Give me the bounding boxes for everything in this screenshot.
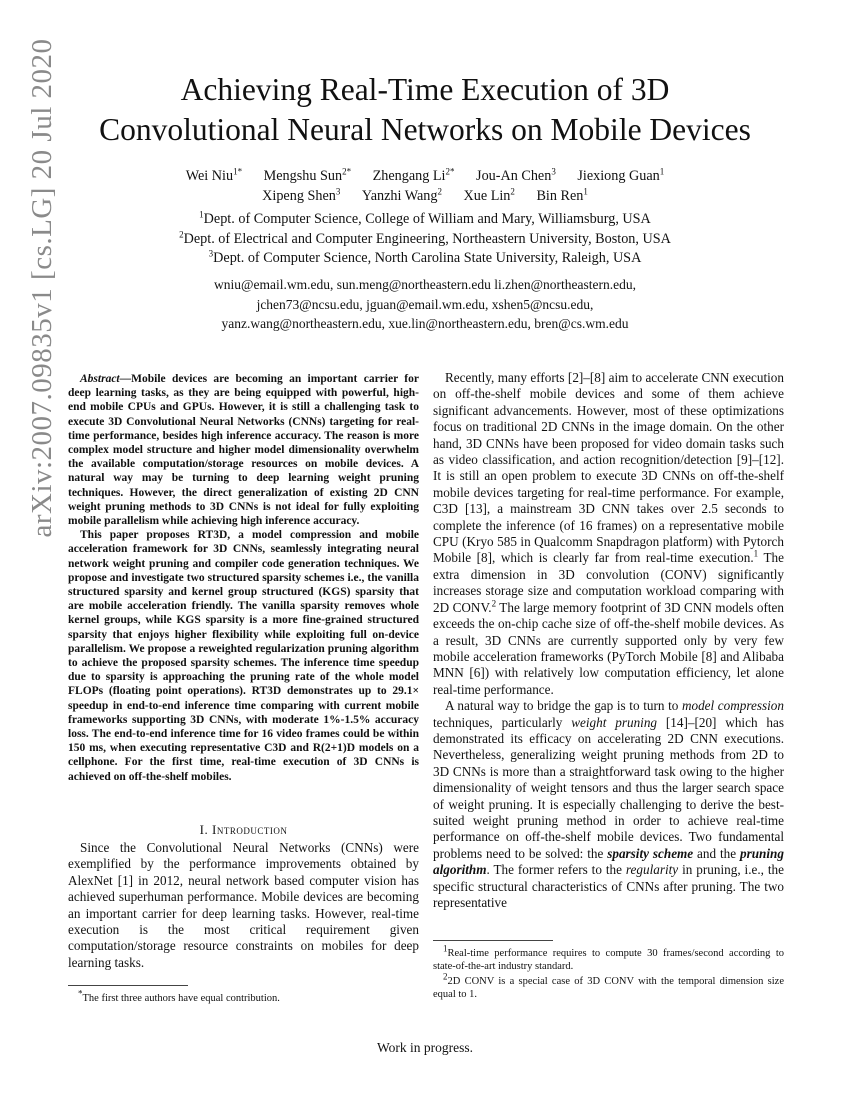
author-emails <box>60 275 790 334</box>
affiliation: $^2$Dept. of Electrical and Computer Engineering, Northeastern University, Boston, USA <box>179 228 671 247</box>
body-paragraph: Since the Convolutional Neural Networks (CNNs) were exemplified by the performance improvements obtained by AlexNet [1] in 2012, neural network based computer vision has achieved superhuman performance. Mobile devices are becoming an important carrier for deep learning tasks. However, real-time execution is the most critical requirement given computation/storage resource constraints on mobiles for deep learning tasks. <box>68 840 419 970</box>
section-heading-introduction: I. Introduction <box>199 822 288 837</box>
body-paragraph: Recently, many efforts [2]–[8] aim to accelerate CNN execution on off-the-shelf mobile devices and some of them achieve significant advancements. However, most of these optimizations focus on traditional 2D CNNs in the image domain. On the other hand, 3D CNNs have been proposed for video domain tasks such as video classification, and action recognition/detection [9]–[12]. It is still an open problem to execute 3D CNNs on off-the-shelf mobile devices targeting for real-time performance. For example, C3D [13], a mainstream 3D CNN takes over 2.5 seconds to complete the inference (of 16 frames) on a representative mobile CPU (Kryo 585 in Qualcomm Snapdragon platform) with Pytorch Mobile [8], which is clearly far from real-time execution.$^1$ The extra dimension in 3D convolution (CONV) significantly increases storage size and computation workload comparing with 2D CONV.$^2$ The large memory footprint of 3D CNN models often exceeds the on-chip cache size of off-the-shelf mobile devices. As a result, 3D CNNs are currently supported only by very few mobile acceleration frameworks (PyTorch Mobile [8] and Alibaba MNN [6]) with relatively low computation efficiency, let alone real-time performance. <box>433 370 785 697</box>
author: Mengshu Sun$^{2*}$ <box>263 166 352 184</box>
page-footer: Work in progress. <box>376 1040 474 1055</box>
footnote-rule <box>433 940 553 941</box>
author: Zhengang $Li^{2*}$ <box>372 166 455 184</box>
paper-title <box>60 70 790 150</box>
abstract-paragraph-2: This paper proposes RT3D, a model compression and mobile acceleration framework for 3D CNNs, seamlessly integrating neural network weight pruning and compiler code generation techniques. We propose and investigate two structured sparsity schemes i.e., the vanilla structured sparsity and kernel group structured (KGS) sparsity that are mobile acceleration friendly. The vanilla sparsity removes whole kernel groups, while KGS sparsity is a more fine-grained structured sparsity that enjoys higher flexibility while exploiting full on-device parallelism. We propose a reweighted regularization pruning algorithm to achieve the proposed sparsity schemes. The inference time speedup due to sparsity is approaching the pruning rate of the whole model FLOPs (floating point operations). RT3D demonstrates up to 29.1× speedup in end-to-end inference time comparing with current mobile frameworks supporting 3D CNNs, with moderate 1%-1.5% accuracy loss. The end-to-end inference time for 16 video frames could be within 150 ms, when executing representative C3D and R(2+1)D models on a cellphone. For the first time, real-time execution of 3D CNNs is achieved on off-the-shelf mobiles. <box>68 529 419 783</box>
author-row-2 <box>60 186 790 206</box>
title-line-2: Convolutional Neural Networks on Mobile Devices <box>99 112 751 147</box>
email-line: wniu@email.wm.edu, sun.meng@northeastern.edu li.zhen@northeastern.edu, <box>214 277 636 292</box>
abstract <box>68 372 419 784</box>
introduction-left-column <box>68 840 419 971</box>
affiliation: $^3$Dept. of Computer Science, North Carolina State University, Raleigh, USA <box>208 248 642 266</box>
author: Xue Lin$^2$ <box>463 186 515 204</box>
email-line: jchen73@ncsu.edu, jguan@email.wm.edu, xshen5@ncsu.edu, <box>256 296 594 312</box>
body-paragraph: A natural way to bridge the gap is to turn to model compression techniques, particularly weight pruning [14]–[20] which has demonstrated its efficacy on accelerating 2D CNN executions. Nevertheless, generalizing weight pruning methods from 2D to 3D CNNs is more than a straightforward task owing to the higher dimensionality of weight tensors and thus the larger search space of weight pruning. It is especially challenging to derive the best-suited weight pruning method in order to achieve real-time performance on off-the-shelf mobile devices. Two fundamental problems need to be solved: the sparsity scheme and the pruning algorithm. The former refers to the regularity in pruning, i.e., the specific structural characteristics of CNNs after pruning. The two representative <box>433 698 784 910</box>
introduction-right-column <box>433 370 784 911</box>
author: Yanzhi Wang$^2$ <box>361 186 442 204</box>
author: Jiexiong Guan$^1$ <box>577 166 665 184</box>
abstract-paragraph-1: Abstract—Mobile devices are becoming an important carrier for deep learning tasks, as they are being equipped with powerful, high-end mobile CPUs and GPUs. However, it is still a challenging task to execute 3D Convolutional Neural Networks (CNNs) targeting for real-time performance, besides high inference accuracy. The reason is more complex model structure and higher model dimensionality overwhelm the available computation/storage resources on mobile devices. A natural way may be turning to deep learning weight pruning techniques. However, the direct generalization of existing 2D CNN weight pruning methods to 3D CNNs is not ideal for fully exploiting mobile parallelism while achieving high inference accuracy. <box>68 373 419 528</box>
email-line: yanz.wang@northeastern.edu, xue.lin@northeastern.edu, bren@cs.wm.edu <box>221 316 629 331</box>
author: Wei Niu$^{1*}$ <box>185 166 243 184</box>
title-line-1: Achieving Real-Time Execution of 3D <box>180 72 670 107</box>
author-row-1 <box>60 166 790 186</box>
arxiv-identifier: arXiv:2007.09835v1 [cs.LG] 20 Jul 2020 <box>26 38 58 538</box>
author-list <box>60 166 790 206</box>
footnote: $^1$Real-time performance requires to compute 30 frames/second according to state-of-the-art industry standard. <box>433 943 784 972</box>
footnote: $^2$2D CONV is a special case of 3D CONV with the temporal dimension size equal to 1. <box>433 971 784 1000</box>
affiliation: $^1$Dept. of Computer Science, College of William and Mary, Williamsburg, USA <box>199 209 651 227</box>
footnote-equal-contribution: *The first three authors have equal contribution. <box>68 985 419 1007</box>
author: Jou-An Chen$^3$ <box>476 166 556 184</box>
author: Xipeng Shen$^3$ <box>262 186 341 204</box>
affiliations <box>60 210 790 269</box>
author: Bin Ren$^1$ <box>536 186 588 204</box>
footnote-ref: 2 <box>491 598 497 609</box>
footnote-rule <box>68 985 188 986</box>
footnotes-right <box>433 940 784 1003</box>
footnote-ref: 1 <box>753 549 759 560</box>
abstract-label: Abstract <box>80 373 120 385</box>
